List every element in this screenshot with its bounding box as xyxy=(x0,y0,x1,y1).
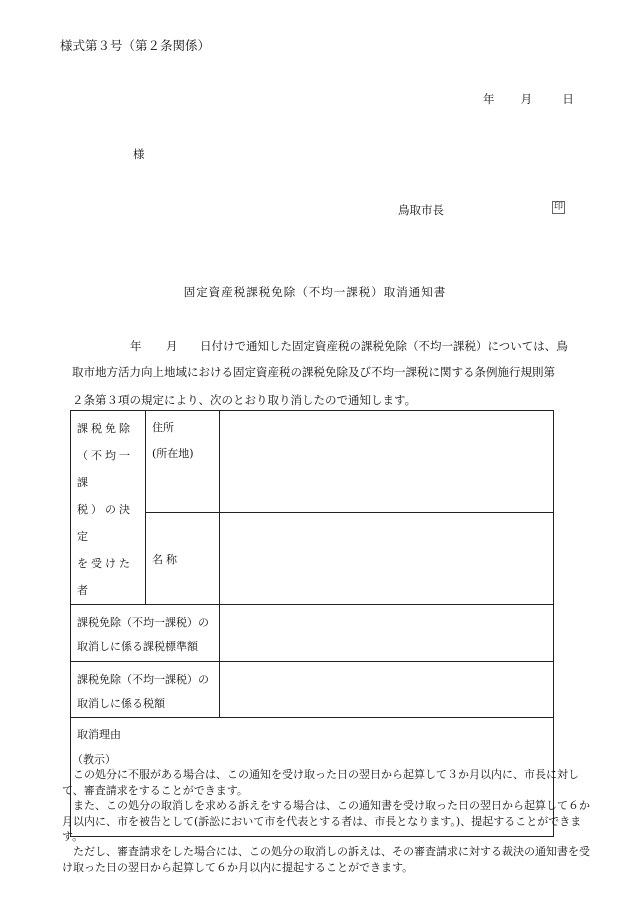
standard-amount-label-cell xyxy=(71,605,220,662)
recipient-label-cell xyxy=(71,411,146,605)
body-year: 年 xyxy=(130,339,142,353)
body-line-3: ２条第３項の規定により、次のとおり取り消したので通知します。 xyxy=(72,393,417,407)
appeal-notice xyxy=(62,752,592,875)
body-line-1-text: 日付けで通知した固定資産税の課税免除（不均一課税）については、鳥 xyxy=(200,339,568,353)
address-value-cell[interactable] xyxy=(220,411,554,513)
name-value-cell[interactable] xyxy=(220,513,554,605)
notice-paragraph: この処分に不服がある場合は、この通知を受け取った日の翌日から起算して３か月以内に、市長に対して、審査請求をすることができます。 xyxy=(62,768,579,797)
name-label: 名称 xyxy=(152,552,180,566)
recipient-label-line: （不均一課 xyxy=(77,449,133,489)
tax-amount-value-cell[interactable] xyxy=(220,662,554,718)
address-label: 住所 xyxy=(152,421,174,434)
name-label-cell xyxy=(146,513,220,605)
date-line xyxy=(483,91,574,107)
document-title: 固定資産税課税免除（不均一課税）取消通知書 xyxy=(183,285,447,299)
date-day: 日 xyxy=(562,92,574,106)
seal-mark: 印 xyxy=(554,202,564,212)
tax-amount-label: 課税免除（不均一課税）の xyxy=(77,673,209,686)
notice-paragraph: また、この処分の取消しを求める訴えをする場合は、この通知書を受け取った日の翌日から起算して６か月以内に、市を被告として(訴訟において市を代表とする者は、市長となります。)、提起することができます。 xyxy=(62,799,590,844)
tax-amount-label: 取消しに係る税額 xyxy=(77,697,165,710)
address-label-cell xyxy=(146,411,220,513)
issuer-name: 鳥取市長 xyxy=(398,203,444,217)
standard-amount-label: 取消しに係る課税標準額 xyxy=(77,640,198,653)
notice-heading: （教示） xyxy=(72,753,116,766)
addressee-suffix: 様 xyxy=(133,147,145,161)
reason-label: 取消理由 xyxy=(77,728,121,741)
standard-amount-label: 課税免除（不均一課税）の xyxy=(77,616,209,629)
body-line-1 xyxy=(130,338,568,354)
body-line-2: 取市地方活力向上地域における固定資産税の課税免除及び不均一課税に関する条例施行規則第 xyxy=(72,365,555,379)
notice-paragraph: ただし、審査請求をした場合には、この処分の取消しの訴えは、その審査請求に対する裁決の通知書を受け取った日の翌日から起算して６か月以内に提起することができます。 xyxy=(62,845,590,874)
tax-amount-label-cell xyxy=(71,662,220,718)
recipient-label-line: 税）の決定 xyxy=(77,503,133,543)
body-month: 月 xyxy=(166,339,178,353)
date-year: 年 xyxy=(483,92,495,106)
standard-amount-value-cell[interactable] xyxy=(220,605,554,662)
recipient-label-line: 課税免除 xyxy=(77,422,133,435)
recipient-label-line: を受けた者 xyxy=(77,557,133,597)
address-label-sub: (所在地) xyxy=(152,447,194,460)
form-number: 様式第３号（第２条関係） xyxy=(60,38,211,53)
date-month: 月 xyxy=(520,92,533,106)
